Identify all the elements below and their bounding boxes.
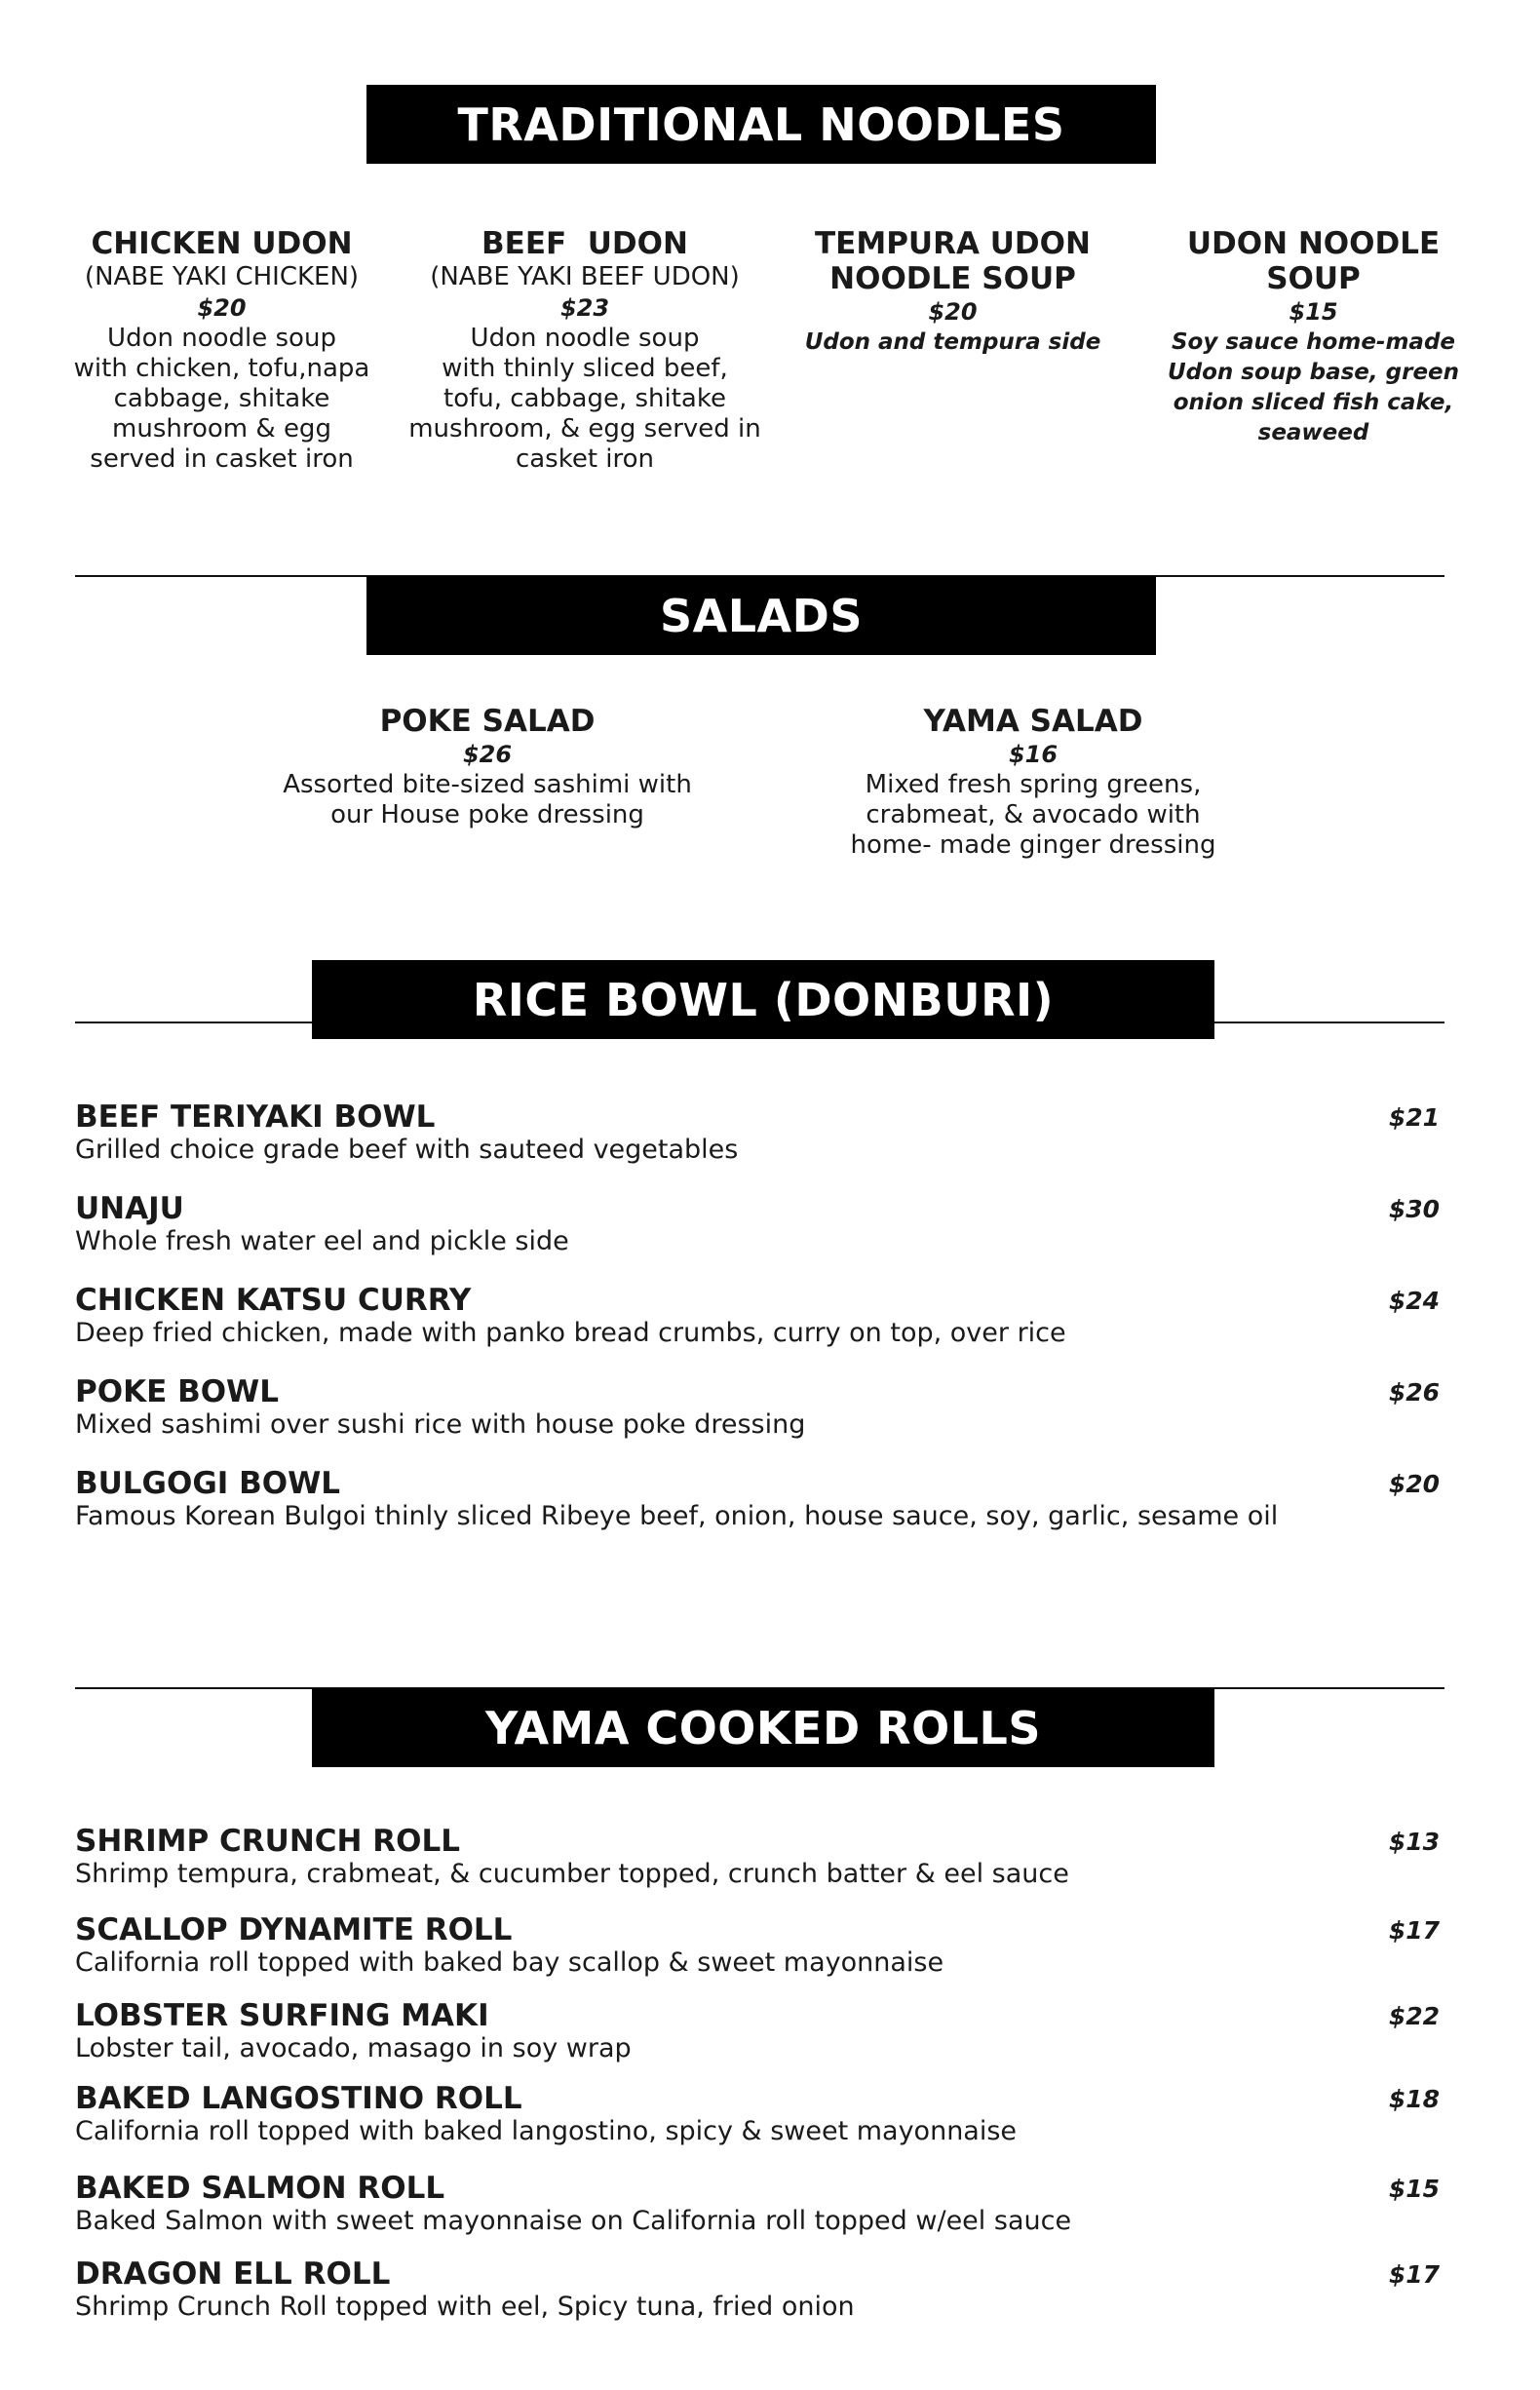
menu-row (75, 1998, 1440, 2064)
item-price: $15 (1388, 2175, 1440, 2203)
item-description: California roll topped with baked bay scallop & sweet mayonnaise (75, 1947, 944, 1978)
item-price: $20 (928, 298, 978, 326)
item-price: $21 (1388, 1103, 1440, 1132)
item-desc-line: Udon noodle soup (470, 324, 700, 353)
menu-item-poke-salad (273, 704, 702, 830)
item-subtitle: (NABE YAKI BEEF UDON) (430, 262, 740, 291)
menu-row (75, 2171, 1440, 2237)
item-description: Grilled choice grade beef with sauteed vegetables (75, 1135, 739, 1165)
menu-item-tempura-udon (799, 226, 1106, 358)
item-name: NOODLE SOUP (829, 261, 1076, 296)
menu-row (75, 2081, 1440, 2147)
menu-row (75, 1099, 1440, 1166)
item-desc-line: Assorted bite-sized sashimi with (283, 770, 692, 799)
section-banner-noodles (366, 85, 1156, 164)
item-desc-line: crabmeat, & avocado with (866, 800, 1201, 829)
item-desc-line: our House poke dressing (330, 800, 644, 829)
item-name: DRAGON ELL ROLL (75, 2256, 391, 2292)
menu-item-yama-salad (819, 704, 1248, 861)
item-desc-line: Udon soup base, green (1167, 360, 1460, 385)
menu-item-udon-noodle-soup (1160, 226, 1467, 448)
item-price: $13 (1388, 1828, 1440, 1856)
item-name: UNAJU (75, 1191, 184, 1226)
item-description: Baked Salmon with sweet mayonnaise on California roll topped w/eel sauce (75, 2206, 1072, 2236)
menu-row (75, 1912, 1440, 1979)
item-description: Whole fresh water eel and pickle side (75, 1226, 569, 1256)
item-name: CHICKEN UDON (91, 226, 353, 261)
item-name: BAKED LANGOSTINO ROLL (75, 2081, 522, 2116)
menu-row (75, 2256, 1440, 2323)
section-title-noodles: TRADITIONAL NOODLES (457, 97, 1065, 151)
item-desc-line: tofu, cabbage, shitake (443, 384, 726, 413)
item-desc-line: Udon noodle soup (107, 324, 336, 353)
item-name: SHRIMP CRUNCH ROLL (75, 1824, 460, 1859)
section-title-rice-bowl: RICE BOWL (DONBURI) (472, 973, 1055, 1026)
item-name: SCALLOP DYNAMITE ROLL (75, 1912, 513, 1947)
item-price: $20 (197, 294, 247, 322)
menu-row (75, 1466, 1440, 1532)
item-description: Mixed sashimi over sushi rice with house poke dressing (75, 1409, 806, 1440)
item-desc-line: seaweed (1257, 420, 1369, 445)
menu-row (75, 1283, 1440, 1349)
item-desc-line: cabbage, shitake (113, 384, 330, 413)
menu-item-chicken-udon (68, 226, 375, 475)
item-description: Deep fried chicken, made with panko bread crumbs, curry on top, over rice (75, 1318, 1066, 1348)
item-name: BAKED SALMON ROLL (75, 2171, 445, 2206)
item-name: BEEF UDON (481, 226, 688, 261)
item-desc-line: casket iron (515, 444, 655, 474)
menu-row (75, 1191, 1440, 1257)
menu-item-beef-udon (404, 226, 765, 475)
item-price: $16 (1008, 741, 1059, 768)
item-name: BULGOGI BOWL (75, 1466, 341, 1501)
item-desc-line: Mixed fresh spring greens, (865, 770, 1202, 799)
item-price: $17 (1388, 1916, 1440, 1945)
item-description: Shrimp tempura, crabmeat, & cucumber topped, crunch batter & eel sauce (75, 1859, 1069, 1889)
item-price: $20 (1388, 1470, 1440, 1498)
menu-row (75, 1374, 1440, 1441)
item-desc-line: served in casket iron (90, 444, 354, 474)
item-name: UDON NOODLE (1186, 226, 1441, 261)
item-desc-line: onion sliced fish cake, (1173, 390, 1454, 415)
item-price: $30 (1388, 1195, 1440, 1223)
section-title-cooked-rolls: YAMA COOKED ROLLS (485, 1701, 1041, 1754)
item-price: $18 (1388, 2085, 1440, 2113)
item-desc-line: with thinly sliced beef, (442, 354, 728, 383)
item-name: BEEF TERIYAKI BOWL (75, 1099, 436, 1135)
menu-row (75, 1824, 1440, 1890)
item-desc-line: Udon and tempura side (804, 329, 1101, 355)
item-price: $15 (1289, 298, 1338, 326)
item-desc-line: home- made ginger dressing (850, 830, 1216, 860)
item-price: $23 (559, 294, 610, 322)
item-subtitle: (NABE YAKI CHICKEN) (84, 262, 360, 291)
item-description: California roll topped with baked langostino, spicy & sweet mayonnaise (75, 2116, 1018, 2146)
section-title-salads: SALADS (660, 589, 863, 642)
item-desc-line: mushroom, & egg served in (408, 414, 761, 443)
item-name: LOBSTER SURFING MAKI (75, 1998, 489, 2033)
item-price: $26 (462, 741, 513, 768)
item-desc-line: mushroom & egg (112, 414, 331, 443)
item-name: SOUP (1266, 261, 1361, 296)
item-price: $17 (1388, 2260, 1440, 2289)
section-banner-salads (366, 576, 1156, 655)
item-name: TEMPURA UDON (815, 226, 1091, 261)
item-name: POKE BOWL (75, 1374, 279, 1409)
item-description: Famous Korean Bulgoi thinly sliced Ribeye beef, onion, house sauce, soy, garlic, sesame oil (75, 1501, 1279, 1531)
item-name: POKE SALAD (379, 704, 596, 739)
item-name: CHICKEN KATSU CURRY (75, 1283, 472, 1318)
item-description: Lobster tail, avocado, masago in soy wrap (75, 2033, 632, 2063)
item-desc-line: with chicken, tofu,napa (73, 354, 370, 383)
item-price: $24 (1388, 1287, 1440, 1315)
section-banner-cooked-rolls (312, 1688, 1214, 1767)
item-price: $26 (1388, 1378, 1440, 1407)
section-banner-rice-bowl (312, 960, 1214, 1039)
item-desc-line: Soy sauce home-made (1171, 329, 1456, 355)
item-price: $22 (1388, 2002, 1440, 2030)
item-name: YAMA SALAD (923, 704, 1143, 739)
item-description: Shrimp Crunch Roll topped with eel, Spicy tuna, fried onion (75, 2292, 855, 2322)
